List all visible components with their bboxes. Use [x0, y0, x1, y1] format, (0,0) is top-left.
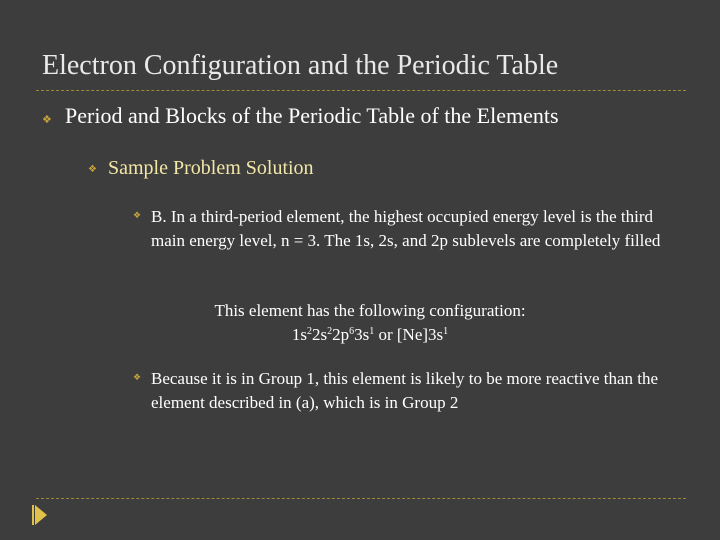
- solution-point-b: B. In a third-period element, the highest occupied energy level is the third main energy level, n = 3. The 1s, 2s, and 2p sublevels are completely filled: [151, 207, 661, 250]
- configuration-intro: This element has the following configuration:: [214, 301, 526, 320]
- title-divider: [36, 90, 686, 91]
- configuration-formula: [150, 323, 590, 347]
- configuration-block: [150, 299, 590, 347]
- level2-heading: Sample Problem Solution: [108, 157, 314, 179]
- config-term: 2s: [311, 325, 328, 344]
- config-exponent: 2: [327, 326, 333, 337]
- config-term: 2p: [332, 325, 350, 344]
- slide-title: Electron Configuration and the Periodic Table: [42, 50, 559, 81]
- config-term: 1s: [291, 325, 307, 344]
- nav-bar-icon[interactable]: [32, 505, 34, 525]
- next-slide-arrow-icon[interactable]: [35, 505, 47, 525]
- footer-divider: [36, 498, 686, 499]
- diamond-bullet-icon: ❖: [133, 211, 142, 221]
- config-exponent: 1: [443, 326, 449, 337]
- solution-point-c: Because it is in Group 1, this element is likely to be more reactive than the element described in (a), which is in Group 2: [151, 369, 659, 412]
- diamond-bullet-icon: ❖: [42, 113, 52, 126]
- config-exponent: 1: [369, 326, 375, 337]
- config-term: 3s: [354, 325, 370, 344]
- config-exponent: 2: [306, 326, 312, 337]
- config-exponent: 6: [349, 326, 355, 337]
- level1-heading: Period and Blocks of the Periodic Table of the Elements: [65, 103, 559, 128]
- config-term: or [Ne]3s: [374, 325, 444, 344]
- diamond-bullet-icon: ❖: [88, 164, 97, 175]
- diamond-bullet-icon: ❖: [133, 373, 142, 383]
